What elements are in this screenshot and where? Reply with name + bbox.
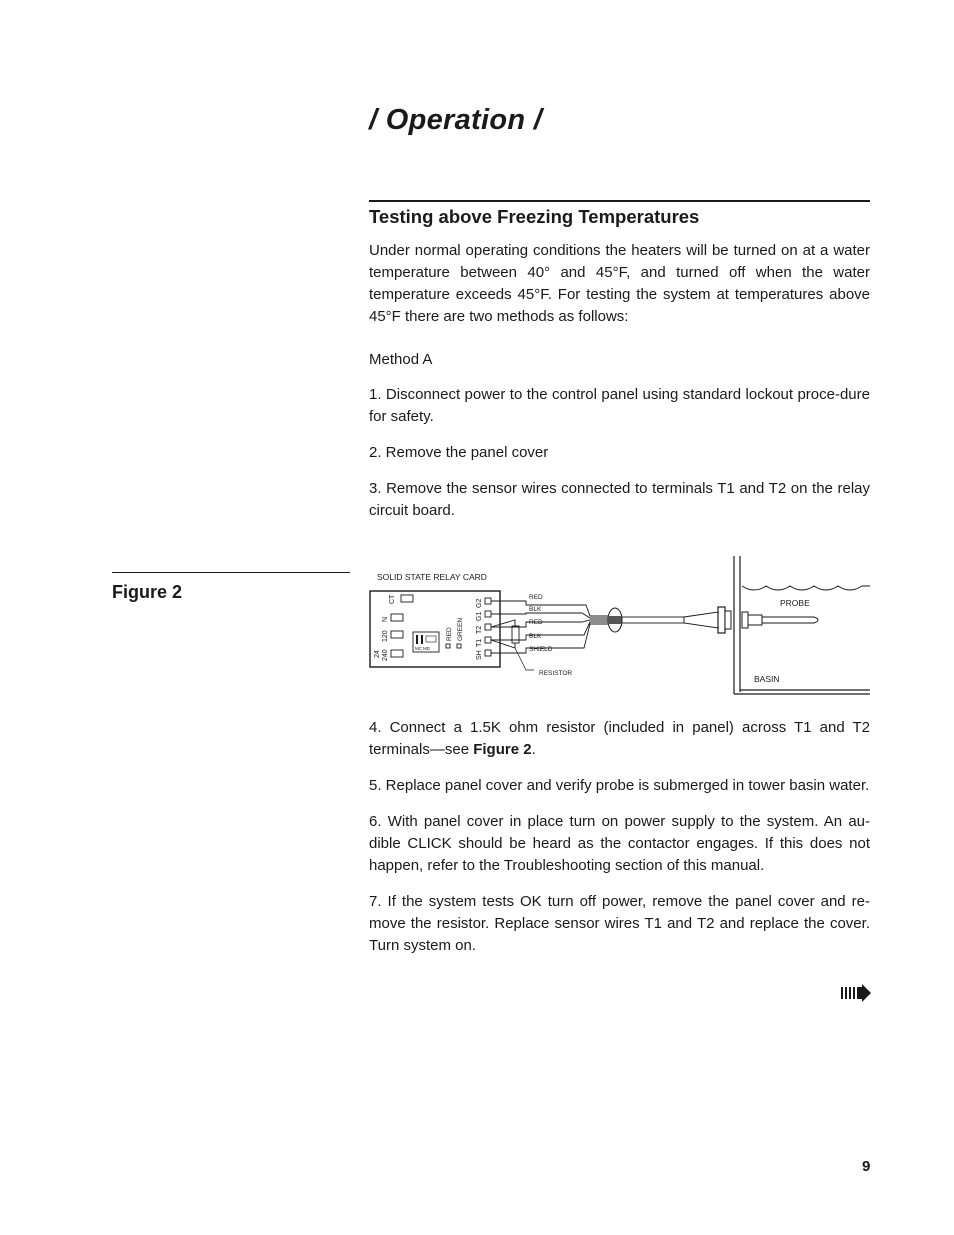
figure-label: Figure 2 xyxy=(112,582,183,602)
step-7: 7. If the system tests OK turn off power, remove the panel cover and re-move the resistor. Replace sensor wires T1 and T2 and replace the cover. Turn system on. xyxy=(369,893,870,954)
section-body-continued xyxy=(369,717,870,957)
probe-fitting xyxy=(718,607,725,633)
figure-reference: Figure 2 xyxy=(473,741,532,758)
terminal-box-sh xyxy=(485,650,491,656)
resistor-lead xyxy=(491,620,515,627)
probe-collar xyxy=(748,615,762,625)
step-6: 6. With panel cover in place turn on power supply to the system. An au-dible CLICK should be heard as the contactor engages. If this does not happen, refer to the Troubleshooting section of this manual. xyxy=(369,813,870,874)
dip-switch xyxy=(426,636,436,642)
probe-label: PROBE xyxy=(780,598,810,608)
terminal-box-g2 xyxy=(485,598,491,604)
page-number: 9 xyxy=(862,1158,871,1175)
probe-fitting-nut xyxy=(725,611,731,629)
terminal-pad-ct xyxy=(401,595,413,602)
terminal-label-24: 24 xyxy=(374,650,381,658)
terminal-label-g1: G1 xyxy=(476,611,483,621)
cable-bundle xyxy=(608,616,622,624)
jumper-label-mc: MC xyxy=(415,646,422,651)
step-3: 3. Remove the sensor wires connected to terminals T1 and T2 on the relay circuit board. xyxy=(369,480,870,519)
terminal-label-120: 120 xyxy=(382,630,389,642)
terminal-label-sh: SH xyxy=(476,650,483,660)
step-1: 1. Disconnect power to the control panel using standard lockout proce-dure for safety. xyxy=(369,386,870,425)
terminal-pad-120 xyxy=(391,631,403,638)
resistor-label: RESISTOR xyxy=(539,670,573,677)
wire-label-blk-1: BLK xyxy=(529,606,542,613)
probe-body xyxy=(762,617,818,623)
terminal-label-ct: CT xyxy=(389,594,396,604)
basin-label: BASIN xyxy=(754,674,780,684)
wiring-diagram xyxy=(368,552,873,700)
step-4-end: . xyxy=(531,741,536,758)
jumper-label-md: MD xyxy=(423,646,430,651)
step-2: 2. Remove the panel cover xyxy=(369,444,549,461)
terminal-box-t1 xyxy=(485,637,491,643)
terminal-box-t2 xyxy=(485,624,491,630)
probe-cable xyxy=(622,617,684,623)
terminal-label-t1: T1 xyxy=(476,638,483,647)
led-label-green: GREEN xyxy=(457,617,464,641)
led-label-red: RED xyxy=(446,627,453,641)
method-label: Method A xyxy=(369,351,433,368)
section-divider xyxy=(369,200,870,202)
step-4 xyxy=(369,717,870,761)
terminal-pad-n xyxy=(391,614,403,621)
section-heading: Testing above Freezing Temperatures xyxy=(369,206,700,227)
continue-arrow-icon xyxy=(840,984,872,1002)
terminal-pad-240 xyxy=(391,650,403,657)
terminal-label-g2: G2 xyxy=(476,598,483,608)
wire-label-red-1: RED xyxy=(529,594,543,601)
terminal-box-g1 xyxy=(485,611,491,617)
chapter-title: / Operation / xyxy=(369,104,543,136)
terminal-label-240: 240 xyxy=(382,649,389,661)
led-green xyxy=(457,644,461,648)
step-5: 5. Replace panel cover and verify probe is submerged in tower basin water. xyxy=(369,777,870,794)
resistor-lead xyxy=(491,640,515,648)
water-surface xyxy=(742,586,870,590)
figure-divider xyxy=(112,572,350,573)
step-4-text: 4. Connect a 1.5K ohm resistor (included in panel) across T1 and T2 terminals—see xyxy=(369,719,870,758)
wire-label-red-2: RED xyxy=(529,619,543,626)
section-body xyxy=(369,240,870,522)
terminal-label-t2: T2 xyxy=(476,625,483,634)
jumper-pin xyxy=(416,635,418,644)
intro-paragraph: Under normal operating conditions the heaters will be turned on at a water temperature between 40° and 45°F, and turned off when the water temperature exceeds 45°F. For testing the system at temperatures above 45°F there are two methods as follows: xyxy=(369,242,870,325)
resistor xyxy=(512,626,519,643)
terminal-label-n: N xyxy=(382,616,389,622)
probe-fitting-nut xyxy=(742,612,748,628)
wire-label-blk-2: BLK xyxy=(529,633,542,640)
cable-taper xyxy=(684,612,718,628)
led-red xyxy=(446,644,450,648)
card-title: SOLID STATE RELAY CARD xyxy=(377,572,487,582)
jumper-pin xyxy=(421,635,423,644)
wire-label-shield: SHIELD xyxy=(529,646,553,653)
